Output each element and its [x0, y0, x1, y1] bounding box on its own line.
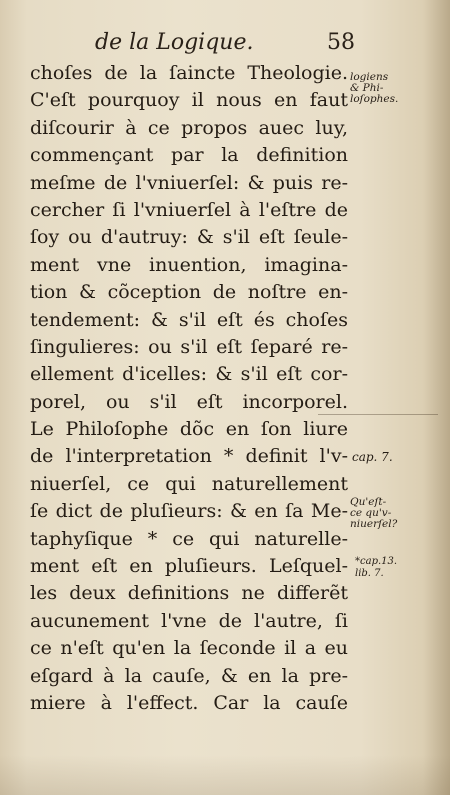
text-line: de l'interpretation * definit l'v-: [30, 445, 348, 468]
text-line: Le Philoſophe dõc en ſon liure: [30, 418, 348, 441]
margin-note-line: cap. 7.: [352, 450, 393, 464]
text-line: eſgard à la cauſe, & en la pre-: [30, 664, 348, 687]
margin-note-line: Qu'eſt-: [350, 496, 387, 508]
text-line: meſme de l'vniuerſel: & puis re-: [30, 171, 348, 194]
text-line: commençant par la definition: [30, 144, 348, 167]
text-line: taphyſique * ce qui naturelle-: [30, 527, 348, 550]
text-line: ſe dict de pluſieurs: & en ſa Me-: [30, 500, 348, 523]
text-line: ellement d'icelles: & s'il eſt cor-: [30, 363, 348, 386]
text-line: porel, ou s'il eſt incorporel.: [30, 390, 348, 413]
text-line: aucunement l'vne de l'autre, ſi: [30, 609, 348, 632]
margin-note-line: niuerſel?: [350, 518, 398, 530]
margin-note: [350, 497, 397, 530]
text-line: niuerſel, ce qui naturellement: [30, 472, 348, 495]
text-line: ſingulieres: ou s'il eſt ſeparé re-: [30, 335, 348, 358]
margin-note: [355, 556, 397, 580]
margin-note-line: ce qu'v-: [350, 507, 392, 519]
text-line: ment vne inuention, imagina-: [30, 253, 348, 276]
margin-note-line: & Phi-: [350, 82, 384, 94]
body-text: [30, 60, 348, 717]
text-line: cercher ſi l'vniuerſel à l'eſtre de: [30, 198, 348, 221]
text-line: tion & cõception de noſtre en-: [30, 281, 348, 304]
page-number: 58: [327, 30, 355, 55]
margin-note-line: *cap.13.: [355, 556, 398, 567]
text-line: miere à l'effect. Car la cauſe: [30, 691, 348, 714]
margin-note: [350, 72, 398, 105]
text-line: ſoy ou d'autruy: & s'il eſt ſeule-: [30, 226, 348, 249]
text-line: les deux definitions ne differẽt: [30, 582, 348, 605]
text-line: diſcourir à ce propos auec luy,: [30, 116, 348, 139]
running-head: de la Logique.: [95, 30, 254, 55]
text-line: choſes de la ſaincte Theologie.: [30, 62, 348, 84]
page-header: [95, 30, 355, 58]
margin-note-line: loſophes.: [350, 93, 399, 105]
margin-note: [352, 452, 393, 463]
text-line: C'eſt pourquoy il nous en faut: [30, 89, 348, 112]
text-line: ment eſt en pluſieurs. Leſquel-: [30, 555, 348, 578]
margin-note-line: lib. 7.: [355, 568, 384, 579]
ink-stroke: [318, 414, 438, 415]
text-line: ce n'eſt qu'en la ſeconde il a eu: [30, 637, 348, 660]
text-line: tendement: & s'il eſt és choſes: [30, 308, 348, 331]
margin-note-line: logiens: [350, 71, 389, 83]
